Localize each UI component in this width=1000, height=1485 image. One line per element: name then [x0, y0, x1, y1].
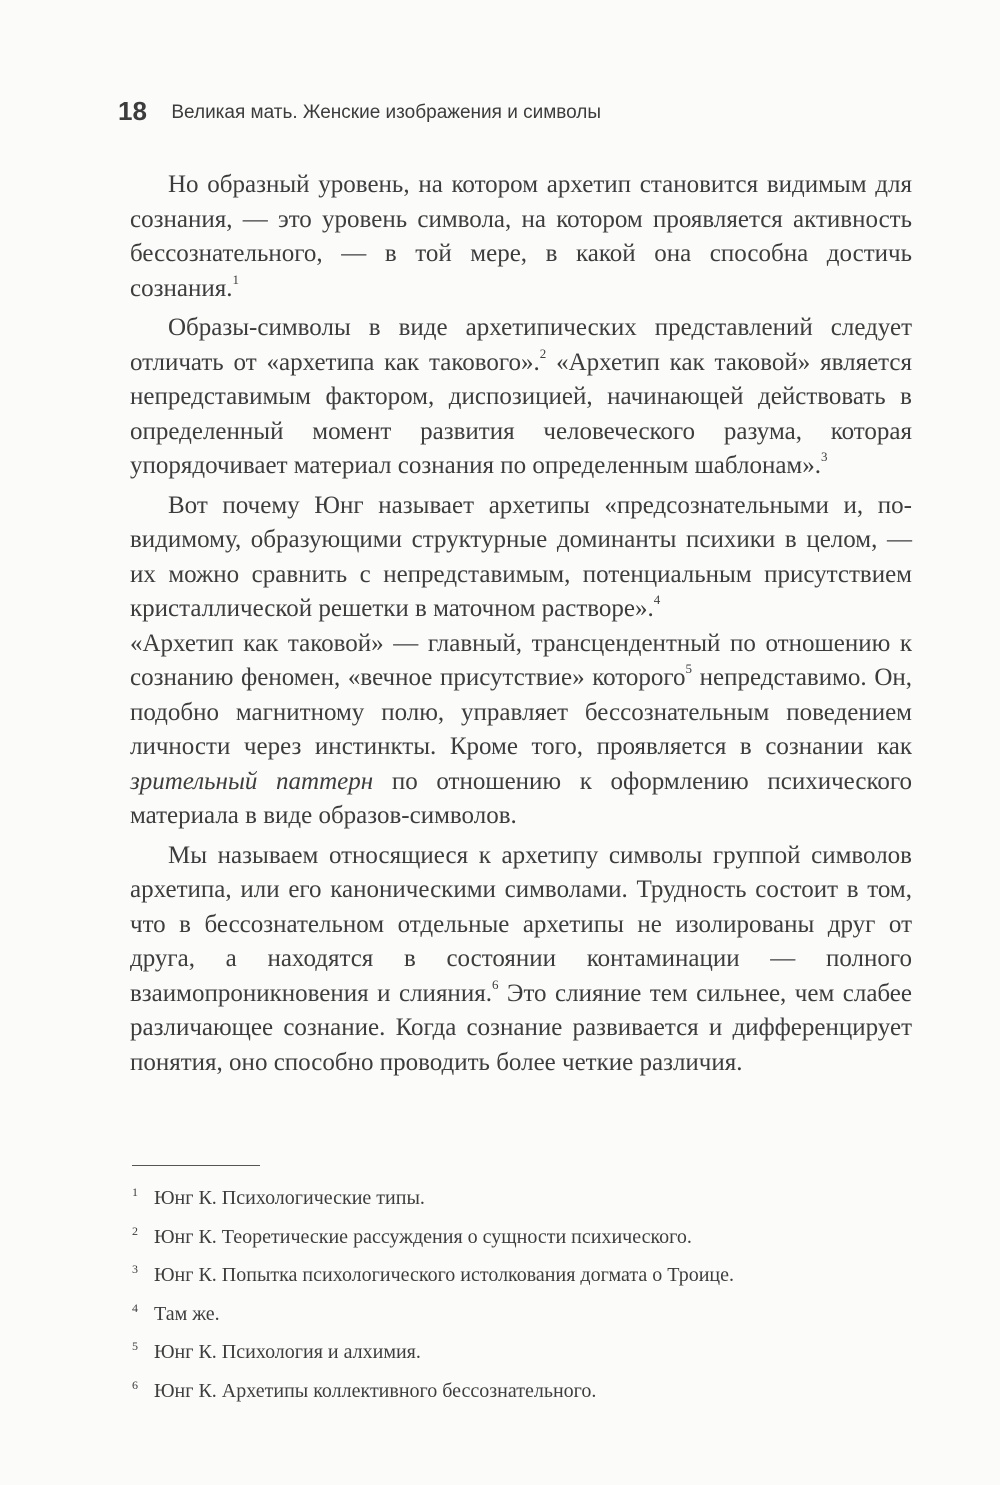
footnote-number: 5 — [132, 1339, 138, 1353]
footnote-6 — [132, 1369, 892, 1408]
footnote-number: 1 — [132, 1185, 138, 1199]
footnote-text: Юнг К. Теоретические рассуждения о сущности психического. — [154, 1225, 692, 1248]
paragraph-text: Мы называем относящиеся к архетипу символы группой символов архетипа, или его каноническими символами. Трудность состоит в том, что в бессознательном отдельные архетипы не изолированы друг от друга, а находятся в состоянии контаминации — полного взаимопроникновения и слияния. — [130, 841, 912, 1007]
paragraph-4 — [130, 627, 912, 834]
paragraph-3 — [130, 489, 912, 627]
paragraph-text: «Архетип как таковой» — главный, трансцендентный по отношению к сознанию феномен, «вечное присутствие» которого — [130, 629, 912, 691]
footnote-ref-6: 6 — [491, 976, 499, 992]
footnotes — [132, 1176, 892, 1407]
footnote-ref-4: 4 — [653, 592, 661, 607]
footnote-number: 2 — [132, 1223, 138, 1238]
footnote-1 — [132, 1176, 892, 1215]
footnote-ref-2: 2 — [539, 345, 547, 361]
paragraph-text: «Архетип как таковой» является непредставимым фактором, диспозицией, начинающей действовать в определенный момент развития человеческого разума, которая упорядочивает материал сознания по определенным шаблонам». — [130, 348, 912, 479]
footnote-5 — [132, 1330, 892, 1369]
footnote-4 — [132, 1292, 892, 1331]
body-text — [130, 168, 912, 1085]
paragraph-5 — [130, 839, 912, 1081]
footnote-number: 3 — [132, 1262, 138, 1276]
paragraph-text: Вот почему Юнг называет архетипы «предсознательными и, повидимому, образующими структурные доминанты психики в целом, — их можно сравнить с непредставимым, потенциальным присутствием кристаллической решетки в маточном растворе». — [130, 491, 912, 622]
paragraph-text: Это слияние тем сильнее, чем слабее различающее сознание. Когда сознание развивается и дифференцирует понятия, оно способно проводить более четкие различия. — [130, 979, 912, 1076]
paragraph-text: Образы-символы в виде архетипических представлений следует отличать от «архетипа как такового». — [130, 314, 912, 376]
footnote-text: Юнг К. Психология и алхимия. — [154, 1341, 421, 1363]
footnote-divider — [132, 1165, 260, 1166]
paragraph-text: непредставимо. Он, подобно магнитному полю, управляет бессознательным поведением личности через инстинкты. Кроме того, проявляется в сознании как — [130, 664, 912, 760]
paragraph-text: Но образный уровень, на котором архетип становится видимым для сознания, — это уровень символа, на котором проявляется активность бессознательного, — в той мере, в какой она способна достичь сознания. — [130, 171, 912, 302]
footnote-text: Там же. — [154, 1302, 220, 1325]
footnote-ref-1: 1 — [232, 271, 239, 287]
footnote-2 — [132, 1215, 892, 1254]
footnote-number: 6 — [132, 1377, 138, 1392]
page-number: 18 — [118, 96, 147, 126]
footnote-number: 4 — [132, 1300, 138, 1315]
footnote-3 — [132, 1253, 892, 1292]
running-head — [118, 96, 601, 127]
footnote-ref-3: 3 — [821, 449, 828, 464]
paragraph-2 — [130, 311, 912, 484]
footnote-ref-5: 5 — [685, 661, 693, 676]
book-title: Великая мать. Женские изображения и символы — [171, 102, 602, 123]
footnote-text: Юнг К. Архетипы коллективного бессознательного. — [154, 1379, 597, 1402]
paragraph-1 — [130, 168, 912, 306]
footnote-text: Юнг К. Психологические типы. — [154, 1187, 425, 1209]
footnote-text: Юнг К. Попытка психологического истолкования догмата о Троице. — [154, 1264, 735, 1286]
paragraph-text: по отношению к оформлению психического материала в виде образов-символов. — [130, 767, 912, 829]
italic-term: зрительный паттерн — [130, 767, 374, 795]
